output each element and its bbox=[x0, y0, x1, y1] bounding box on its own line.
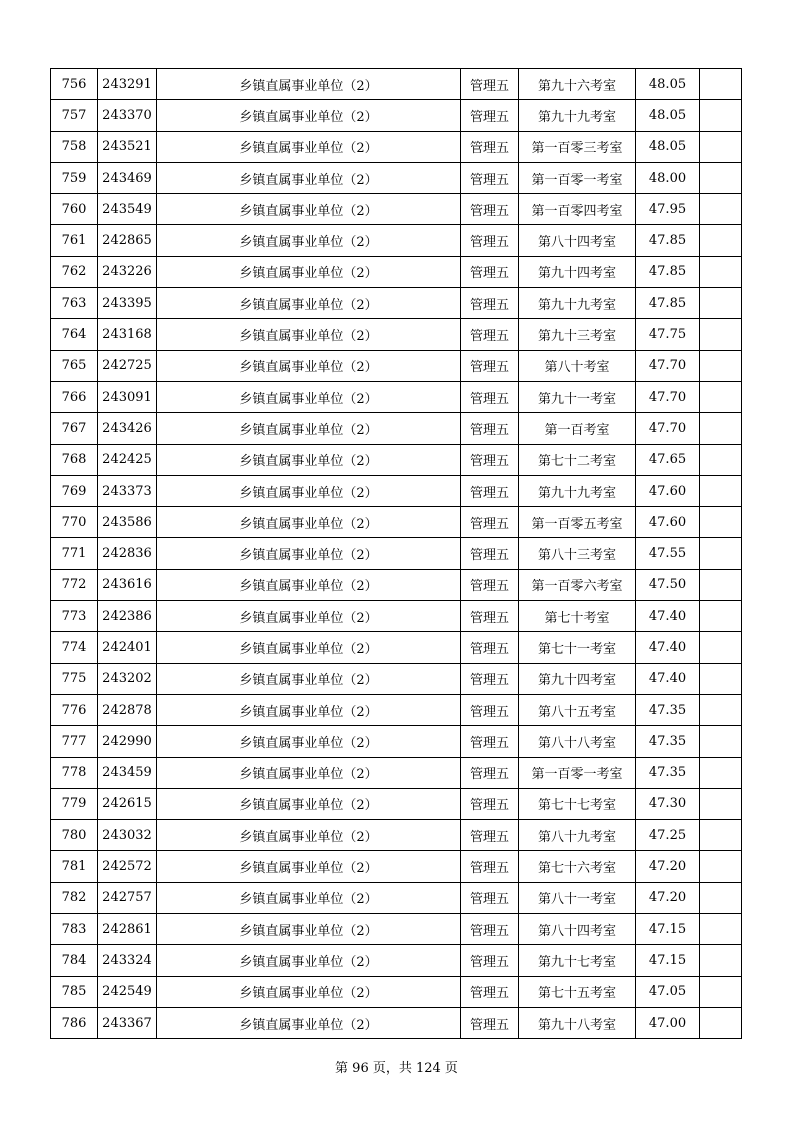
score-cell: 48.00 bbox=[636, 162, 700, 193]
exam-id-cell: 243616 bbox=[98, 569, 157, 600]
table-row bbox=[51, 413, 742, 444]
position-cell: 管理五 bbox=[461, 851, 519, 882]
exam-id-cell: 242990 bbox=[98, 726, 157, 757]
exam-id-cell: 243373 bbox=[98, 475, 157, 506]
remark-cell bbox=[700, 757, 742, 788]
exam-id-cell: 242861 bbox=[98, 914, 157, 945]
row-number-cell: 774 bbox=[51, 632, 98, 663]
remark-cell bbox=[700, 851, 742, 882]
exam-room-cell: 第八十八考室 bbox=[519, 726, 636, 757]
table-row bbox=[51, 945, 742, 976]
table-row bbox=[51, 788, 742, 819]
position-cell: 管理五 bbox=[461, 726, 519, 757]
remark-cell bbox=[700, 288, 742, 319]
score-cell: 47.30 bbox=[636, 788, 700, 819]
remark-cell bbox=[700, 601, 742, 632]
remark-cell bbox=[700, 225, 742, 256]
exam-id-cell: 243549 bbox=[98, 194, 157, 225]
exam-id-cell: 243521 bbox=[98, 131, 157, 162]
remark-cell bbox=[700, 194, 742, 225]
row-number-cell: 756 bbox=[51, 69, 98, 100]
remark-cell bbox=[700, 694, 742, 725]
unit-cell: 乡镇直属事业单位（2） bbox=[157, 569, 461, 600]
exam-room-cell: 第一百考室 bbox=[519, 413, 636, 444]
exam-room-cell: 第九十九考室 bbox=[519, 288, 636, 319]
score-cell: 47.60 bbox=[636, 475, 700, 506]
position-cell: 管理五 bbox=[461, 757, 519, 788]
exam-room-cell: 第一百零一考室 bbox=[519, 757, 636, 788]
remark-cell bbox=[700, 945, 742, 976]
score-cell: 47.85 bbox=[636, 288, 700, 319]
remark-cell bbox=[700, 381, 742, 412]
table-row bbox=[51, 475, 742, 506]
score-cell: 47.60 bbox=[636, 507, 700, 538]
row-number-cell: 758 bbox=[51, 131, 98, 162]
score-cell: 47.40 bbox=[636, 632, 700, 663]
remark-cell bbox=[700, 569, 742, 600]
row-number-cell: 778 bbox=[51, 757, 98, 788]
remark-cell bbox=[700, 1007, 742, 1038]
position-cell: 管理五 bbox=[461, 663, 519, 694]
exam-room-cell: 第九十三考室 bbox=[519, 319, 636, 350]
row-number-cell: 757 bbox=[51, 100, 98, 131]
table-row bbox=[51, 100, 742, 131]
position-cell: 管理五 bbox=[461, 914, 519, 945]
unit-cell: 乡镇直属事业单位（2） bbox=[157, 820, 461, 851]
exam-room-cell: 第九十四考室 bbox=[519, 663, 636, 694]
exam-room-cell: 第九十八考室 bbox=[519, 1007, 636, 1038]
table-row bbox=[51, 632, 742, 663]
score-cell: 47.75 bbox=[636, 319, 700, 350]
row-number-cell: 762 bbox=[51, 256, 98, 287]
table-row bbox=[51, 1007, 742, 1038]
position-cell: 管理五 bbox=[461, 69, 519, 100]
exam-id-cell: 242549 bbox=[98, 976, 157, 1007]
unit-cell: 乡镇直属事业单位（2） bbox=[157, 976, 461, 1007]
row-number-cell: 759 bbox=[51, 162, 98, 193]
score-cell: 47.15 bbox=[636, 914, 700, 945]
remark-cell bbox=[700, 256, 742, 287]
position-cell: 管理五 bbox=[461, 162, 519, 193]
table-row bbox=[51, 444, 742, 475]
row-number-cell: 786 bbox=[51, 1007, 98, 1038]
position-cell: 管理五 bbox=[461, 694, 519, 725]
score-cell: 47.85 bbox=[636, 225, 700, 256]
table-row bbox=[51, 820, 742, 851]
unit-cell: 乡镇直属事业单位（2） bbox=[157, 1007, 461, 1038]
score-cell: 47.35 bbox=[636, 726, 700, 757]
unit-cell: 乡镇直属事业单位（2） bbox=[157, 225, 461, 256]
unit-cell: 乡镇直属事业单位（2） bbox=[157, 381, 461, 412]
unit-cell: 乡镇直属事业单位（2） bbox=[157, 131, 461, 162]
row-number-cell: 760 bbox=[51, 194, 98, 225]
score-cell: 47.20 bbox=[636, 851, 700, 882]
remark-cell bbox=[700, 475, 742, 506]
exam-room-cell: 第一百零一考室 bbox=[519, 162, 636, 193]
remark-cell bbox=[700, 726, 742, 757]
exam-id-cell: 243459 bbox=[98, 757, 157, 788]
position-cell: 管理五 bbox=[461, 820, 519, 851]
remark-cell bbox=[700, 820, 742, 851]
unit-cell: 乡镇直属事业单位（2） bbox=[157, 945, 461, 976]
exam-id-cell: 243291 bbox=[98, 69, 157, 100]
exam-room-cell: 第七十一考室 bbox=[519, 632, 636, 663]
exam-room-cell: 第七十五考室 bbox=[519, 976, 636, 1007]
exam-room-cell: 第八十一考室 bbox=[519, 882, 636, 913]
exam-room-cell: 第八十九考室 bbox=[519, 820, 636, 851]
score-cell: 47.00 bbox=[636, 1007, 700, 1038]
position-cell: 管理五 bbox=[461, 225, 519, 256]
exam-id-cell: 242615 bbox=[98, 788, 157, 819]
row-number-cell: 761 bbox=[51, 225, 98, 256]
unit-cell: 乡镇直属事业单位（2） bbox=[157, 882, 461, 913]
score-cell: 47.70 bbox=[636, 413, 700, 444]
remark-cell bbox=[700, 444, 742, 475]
position-cell: 管理五 bbox=[461, 319, 519, 350]
unit-cell: 乡镇直属事业单位（2） bbox=[157, 350, 461, 381]
position-cell: 管理五 bbox=[461, 945, 519, 976]
remark-cell bbox=[700, 319, 742, 350]
remark-cell bbox=[700, 663, 742, 694]
position-cell: 管理五 bbox=[461, 976, 519, 1007]
table-row bbox=[51, 726, 742, 757]
unit-cell: 乡镇直属事业单位（2） bbox=[157, 851, 461, 882]
remark-cell bbox=[700, 507, 742, 538]
position-cell: 管理五 bbox=[461, 538, 519, 569]
exam-room-cell: 第九十九考室 bbox=[519, 100, 636, 131]
remark-cell bbox=[700, 413, 742, 444]
score-cell: 47.15 bbox=[636, 945, 700, 976]
position-cell: 管理五 bbox=[461, 601, 519, 632]
exam-id-cell: 242425 bbox=[98, 444, 157, 475]
row-number-cell: 771 bbox=[51, 538, 98, 569]
exam-id-cell: 243202 bbox=[98, 663, 157, 694]
row-number-cell: 772 bbox=[51, 569, 98, 600]
score-cell: 47.50 bbox=[636, 569, 700, 600]
exam-room-cell: 第七十七考室 bbox=[519, 788, 636, 819]
exam-room-cell: 第七十六考室 bbox=[519, 851, 636, 882]
exam-room-cell: 第九十一考室 bbox=[519, 381, 636, 412]
score-table bbox=[50, 68, 742, 1039]
table-row bbox=[51, 976, 742, 1007]
unit-cell: 乡镇直属事业单位（2） bbox=[157, 69, 461, 100]
row-number-cell: 767 bbox=[51, 413, 98, 444]
position-cell: 管理五 bbox=[461, 256, 519, 287]
score-cell: 48.05 bbox=[636, 131, 700, 162]
exam-room-cell: 第九十七考室 bbox=[519, 945, 636, 976]
exam-room-cell: 第八十四考室 bbox=[519, 914, 636, 945]
exam-room-cell: 第八十考室 bbox=[519, 350, 636, 381]
score-cell: 47.25 bbox=[636, 820, 700, 851]
table-row bbox=[51, 507, 742, 538]
unit-cell: 乡镇直属事业单位（2） bbox=[157, 413, 461, 444]
score-cell: 47.05 bbox=[636, 976, 700, 1007]
position-cell: 管理五 bbox=[461, 131, 519, 162]
unit-cell: 乡镇直属事业单位（2） bbox=[157, 100, 461, 131]
score-cell: 47.95 bbox=[636, 194, 700, 225]
row-number-cell: 763 bbox=[51, 288, 98, 319]
exam-id-cell: 243091 bbox=[98, 381, 157, 412]
unit-cell: 乡镇直属事业单位（2） bbox=[157, 788, 461, 819]
position-cell: 管理五 bbox=[461, 1007, 519, 1038]
remark-cell bbox=[700, 538, 742, 569]
table-row bbox=[51, 69, 742, 100]
unit-cell: 乡镇直属事业单位（2） bbox=[157, 444, 461, 475]
score-cell: 47.40 bbox=[636, 663, 700, 694]
exam-id-cell: 242865 bbox=[98, 225, 157, 256]
exam-room-cell: 第八十四考室 bbox=[519, 225, 636, 256]
table-row bbox=[51, 914, 742, 945]
position-cell: 管理五 bbox=[461, 569, 519, 600]
row-number-cell: 784 bbox=[51, 945, 98, 976]
position-cell: 管理五 bbox=[461, 507, 519, 538]
position-cell: 管理五 bbox=[461, 788, 519, 819]
table-row bbox=[51, 131, 742, 162]
exam-id-cell: 242878 bbox=[98, 694, 157, 725]
exam-id-cell: 242836 bbox=[98, 538, 157, 569]
exam-room-cell: 第一百零三考室 bbox=[519, 131, 636, 162]
position-cell: 管理五 bbox=[461, 350, 519, 381]
unit-cell: 乡镇直属事业单位（2） bbox=[157, 694, 461, 725]
row-number-cell: 765 bbox=[51, 350, 98, 381]
unit-cell: 乡镇直属事业单位（2） bbox=[157, 507, 461, 538]
exam-room-cell: 第七十考室 bbox=[519, 601, 636, 632]
table-row bbox=[51, 225, 742, 256]
row-number-cell: 783 bbox=[51, 914, 98, 945]
table-row bbox=[51, 288, 742, 319]
table-row bbox=[51, 851, 742, 882]
row-number-cell: 780 bbox=[51, 820, 98, 851]
row-number-cell: 764 bbox=[51, 319, 98, 350]
unit-cell: 乡镇直属事业单位（2） bbox=[157, 663, 461, 694]
exam-id-cell: 243324 bbox=[98, 945, 157, 976]
exam-id-cell: 242572 bbox=[98, 851, 157, 882]
table-row bbox=[51, 256, 742, 287]
exam-room-cell: 第一百零五考室 bbox=[519, 507, 636, 538]
table-row bbox=[51, 882, 742, 913]
exam-id-cell: 242401 bbox=[98, 632, 157, 663]
remark-cell bbox=[700, 632, 742, 663]
remark-cell bbox=[700, 350, 742, 381]
table-row bbox=[51, 694, 742, 725]
position-cell: 管理五 bbox=[461, 413, 519, 444]
score-cell: 47.35 bbox=[636, 694, 700, 725]
position-cell: 管理五 bbox=[461, 194, 519, 225]
exam-room-cell: 第七十二考室 bbox=[519, 444, 636, 475]
row-number-cell: 782 bbox=[51, 882, 98, 913]
exam-room-cell: 第九十六考室 bbox=[519, 69, 636, 100]
unit-cell: 乡镇直属事业单位（2） bbox=[157, 475, 461, 506]
table-row bbox=[51, 601, 742, 632]
position-cell: 管理五 bbox=[461, 475, 519, 506]
score-cell: 47.65 bbox=[636, 444, 700, 475]
unit-cell: 乡镇直属事业单位（2） bbox=[157, 757, 461, 788]
row-number-cell: 766 bbox=[51, 381, 98, 412]
exam-room-cell: 第一百零六考室 bbox=[519, 569, 636, 600]
table-row bbox=[51, 663, 742, 694]
exam-room-cell: 第九十九考室 bbox=[519, 475, 636, 506]
position-cell: 管理五 bbox=[461, 444, 519, 475]
row-number-cell: 775 bbox=[51, 663, 98, 694]
page-footer: 第 96 页，共 124 页 bbox=[335, 1061, 458, 1076]
score-cell: 47.35 bbox=[636, 757, 700, 788]
remark-cell bbox=[700, 788, 742, 819]
unit-cell: 乡镇直属事业单位（2） bbox=[157, 288, 461, 319]
score-cell: 47.20 bbox=[636, 882, 700, 913]
exam-room-cell: 第八十五考室 bbox=[519, 694, 636, 725]
position-cell: 管理五 bbox=[461, 882, 519, 913]
table-row bbox=[51, 757, 742, 788]
row-number-cell: 779 bbox=[51, 788, 98, 819]
unit-cell: 乡镇直属事业单位（2） bbox=[157, 726, 461, 757]
exam-id-cell: 242725 bbox=[98, 350, 157, 381]
exam-id-cell: 243395 bbox=[98, 288, 157, 319]
remark-cell bbox=[700, 882, 742, 913]
row-number-cell: 773 bbox=[51, 601, 98, 632]
row-number-cell: 768 bbox=[51, 444, 98, 475]
unit-cell: 乡镇直属事业单位（2） bbox=[157, 632, 461, 663]
score-cell: 47.85 bbox=[636, 256, 700, 287]
exam-id-cell: 243032 bbox=[98, 820, 157, 851]
exam-room-cell: 第八十三考室 bbox=[519, 538, 636, 569]
position-cell: 管理五 bbox=[461, 381, 519, 412]
row-number-cell: 781 bbox=[51, 851, 98, 882]
exam-id-cell: 242386 bbox=[98, 601, 157, 632]
table-row bbox=[51, 381, 742, 412]
score-cell: 47.40 bbox=[636, 601, 700, 632]
table-row bbox=[51, 319, 742, 350]
remark-cell bbox=[700, 162, 742, 193]
unit-cell: 乡镇直属事业单位（2） bbox=[157, 319, 461, 350]
exam-id-cell: 243367 bbox=[98, 1007, 157, 1038]
exam-id-cell: 243426 bbox=[98, 413, 157, 444]
score-cell: 47.70 bbox=[636, 350, 700, 381]
exam-room-cell: 第九十四考室 bbox=[519, 256, 636, 287]
position-cell: 管理五 bbox=[461, 100, 519, 131]
row-number-cell: 777 bbox=[51, 726, 98, 757]
remark-cell bbox=[700, 69, 742, 100]
score-cell: 48.05 bbox=[636, 69, 700, 100]
position-cell: 管理五 bbox=[461, 288, 519, 319]
remark-cell bbox=[700, 976, 742, 1007]
unit-cell: 乡镇直属事业单位（2） bbox=[157, 256, 461, 287]
remark-cell bbox=[700, 100, 742, 131]
table-body bbox=[51, 69, 742, 1039]
exam-id-cell: 243226 bbox=[98, 256, 157, 287]
table-row bbox=[51, 538, 742, 569]
exam-id-cell: 242757 bbox=[98, 882, 157, 913]
unit-cell: 乡镇直属事业单位（2） bbox=[157, 538, 461, 569]
table-row bbox=[51, 350, 742, 381]
score-cell: 47.55 bbox=[636, 538, 700, 569]
exam-id-cell: 243168 bbox=[98, 319, 157, 350]
unit-cell: 乡镇直属事业单位（2） bbox=[157, 601, 461, 632]
position-cell: 管理五 bbox=[461, 632, 519, 663]
row-number-cell: 785 bbox=[51, 976, 98, 1007]
row-number-cell: 770 bbox=[51, 507, 98, 538]
row-number-cell: 769 bbox=[51, 475, 98, 506]
exam-id-cell: 243370 bbox=[98, 100, 157, 131]
table-row bbox=[51, 162, 742, 193]
score-cell: 47.70 bbox=[636, 381, 700, 412]
unit-cell: 乡镇直属事业单位（2） bbox=[157, 914, 461, 945]
unit-cell: 乡镇直属事业单位（2） bbox=[157, 194, 461, 225]
row-number-cell: 776 bbox=[51, 694, 98, 725]
table-row bbox=[51, 569, 742, 600]
table-row bbox=[51, 194, 742, 225]
unit-cell: 乡镇直属事业单位（2） bbox=[157, 162, 461, 193]
exam-room-cell: 第一百零四考室 bbox=[519, 194, 636, 225]
remark-cell bbox=[700, 131, 742, 162]
exam-id-cell: 243469 bbox=[98, 162, 157, 193]
remark-cell bbox=[700, 914, 742, 945]
exam-id-cell: 243586 bbox=[98, 507, 157, 538]
score-cell: 48.05 bbox=[636, 100, 700, 131]
